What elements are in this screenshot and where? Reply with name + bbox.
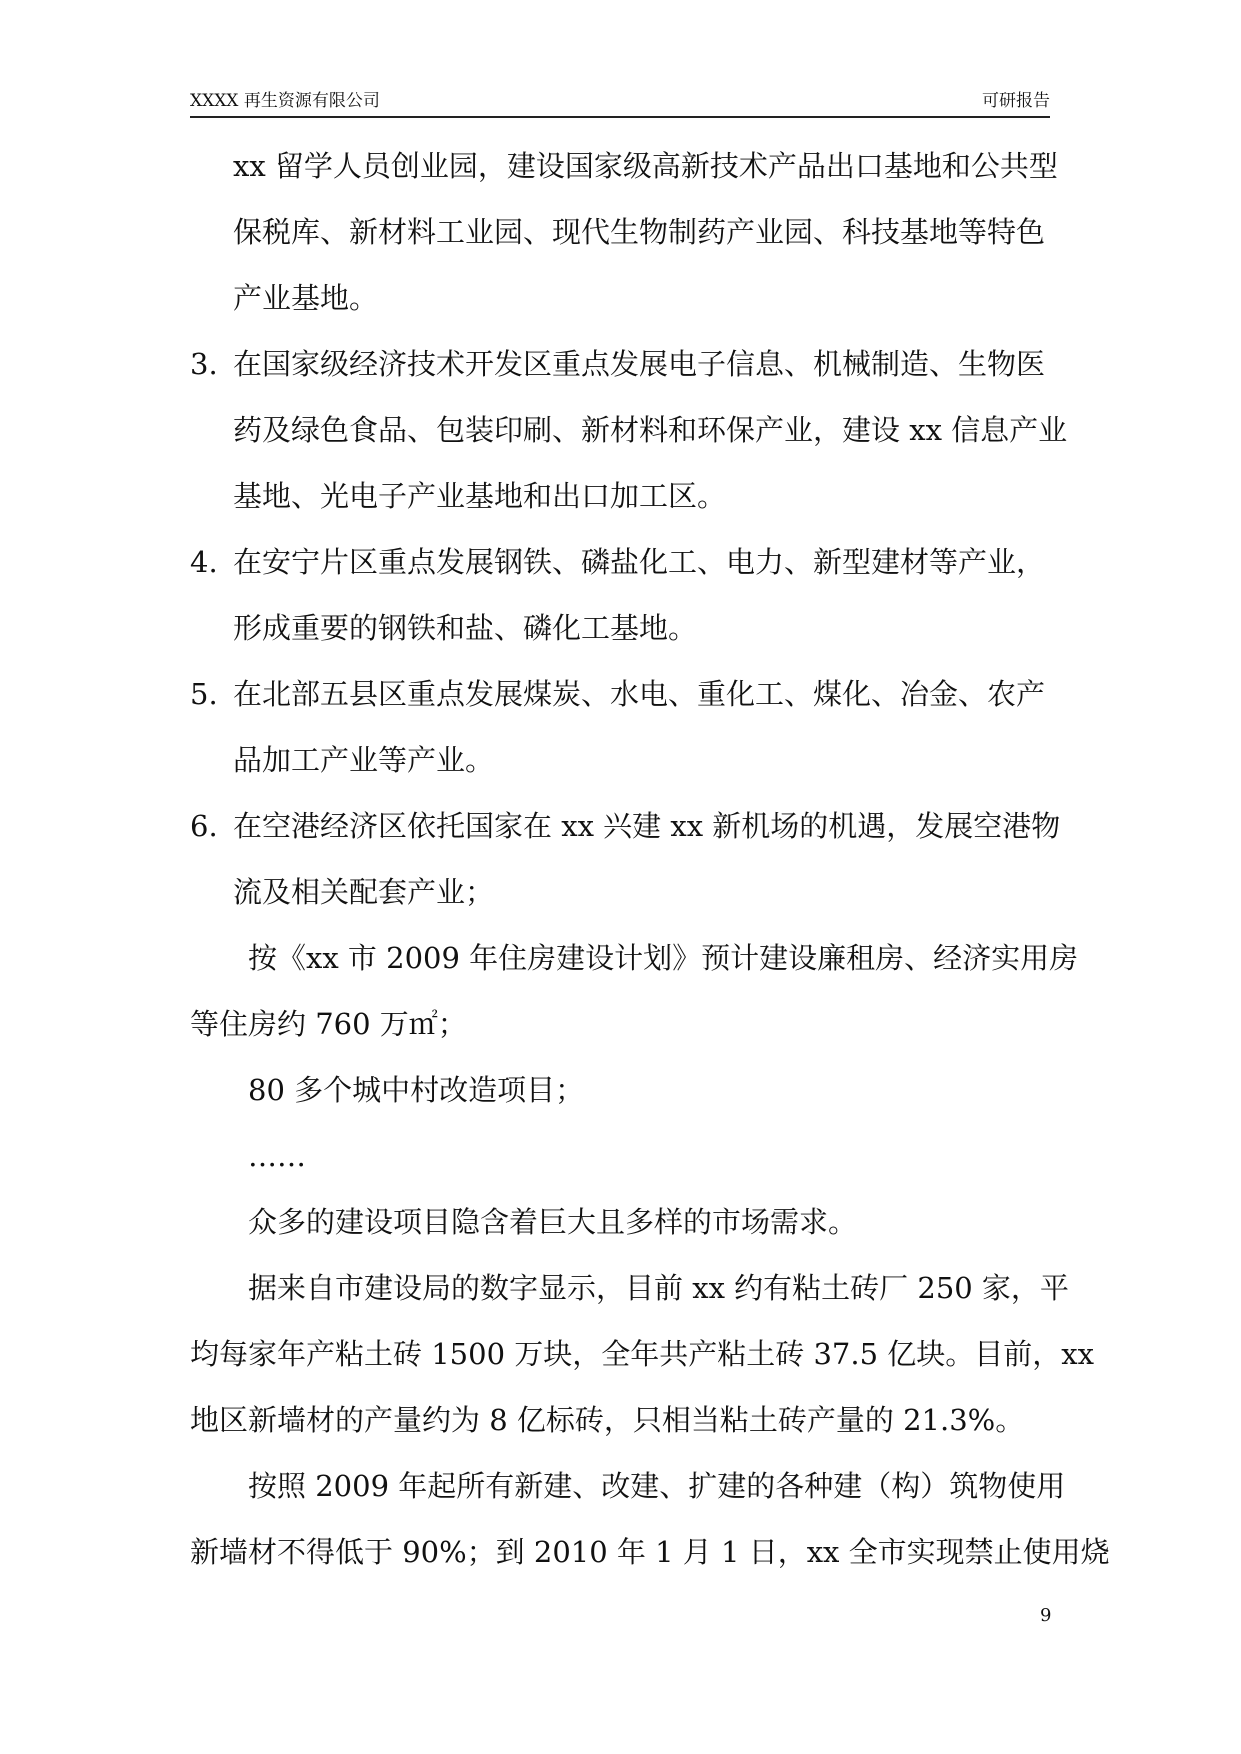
text-line	[190, 397, 1068, 463]
text-line	[190, 661, 1050, 727]
line-text: 均每家年产粘土砖 1500 万块，全年共产粘土砖 37.5 亿块。目前，xx	[190, 1337, 1094, 1371]
text-line	[190, 1123, 1050, 1189]
page-number: 9	[1040, 1605, 1052, 1626]
line-text: 基地、光电子产业基地和出口加工区。	[233, 479, 727, 513]
page-header	[190, 86, 1050, 118]
text-line	[190, 133, 1058, 199]
text-line	[190, 1453, 1066, 1519]
list-item-number: 3.	[190, 347, 218, 381]
line-text: 形成重要的钢铁和盐、磷化工基地。	[233, 611, 698, 645]
text-line	[190, 727, 1050, 793]
list-item-number: 4.	[190, 545, 218, 579]
line-text: 等住房约 760 万㎡；	[190, 1007, 467, 1041]
line-text: ……	[248, 1139, 306, 1173]
line-text: 保税库、新材料工业园、现代生物制药产业园、科技基地等特色	[233, 215, 1046, 249]
line-text: 据来自市建设局的数字显示，目前 xx 约有粘土砖厂 250 家，平	[248, 1271, 1069, 1305]
list-item-number: 6.	[190, 809, 218, 843]
line-text: 在空港经济区依托国家在 xx 兴建 xx 新机场的机遇，发展空港物	[233, 809, 1061, 843]
text-line	[190, 463, 1050, 529]
line-text: xx 留学人员创业园，建设国家级高新技术产品出口基地和公共型	[233, 149, 1058, 183]
document-body	[190, 133, 1110, 1585]
line-text: 在安宁片区重点发展钢铁、磷盐化工、电力、新型建材等产业，	[233, 545, 1046, 579]
text-line	[190, 859, 1050, 925]
text-line	[190, 265, 1050, 331]
line-text: 流及相关配套产业；	[233, 875, 495, 909]
text-line	[190, 1321, 1094, 1387]
text-line	[190, 1189, 1050, 1255]
text-line	[190, 199, 1050, 265]
text-line	[190, 595, 1050, 661]
text-line	[190, 1057, 1050, 1123]
header-document-type: 可研报告	[982, 91, 1050, 111]
text-line	[190, 331, 1050, 397]
line-text: 产业基地。	[233, 281, 379, 315]
line-text: 按《xx 市 2009 年住房建设计划》预计建设廉租房、经济实用房	[248, 941, 1079, 975]
text-line	[190, 793, 1061, 859]
line-text: 地区新墙材的产量约为 8 亿标砖，只相当粘土砖产量的 21.3%。	[190, 1403, 1025, 1437]
line-text: 在国家级经济技术开发区重点发展电子信息、机械制造、生物医	[233, 347, 1046, 381]
text-line	[190, 1519, 1110, 1585]
line-text: 众多的建设项目隐含着巨大且多样的市场需求。	[248, 1205, 858, 1239]
header-company-name: XXXX 再生资源有限公司	[190, 91, 380, 111]
line-text: 80 多个城中村改造项目；	[248, 1073, 585, 1107]
line-text: 品加工产业等产业。	[233, 743, 495, 777]
line-text: 按照 2009 年起所有新建、改建、扩建的各种建（构）筑物使用	[248, 1469, 1066, 1503]
list-item-number: 5.	[190, 677, 218, 711]
text-line	[190, 991, 1050, 1057]
text-line	[190, 925, 1079, 991]
line-text: 药及绿色食品、包装印刷、新材料和环保产业，建设 xx 信息产业	[233, 413, 1068, 447]
text-line	[190, 1387, 1050, 1453]
text-line	[190, 1255, 1069, 1321]
text-line	[190, 529, 1050, 595]
line-text: 新墙材不得低于 90%；到 2010 年 1 月 1 日，xx 全市实现禁止使用烧	[190, 1535, 1110, 1569]
line-text: 在北部五县区重点发展煤炭、水电、重化工、煤化、冶金、农产	[233, 677, 1046, 711]
